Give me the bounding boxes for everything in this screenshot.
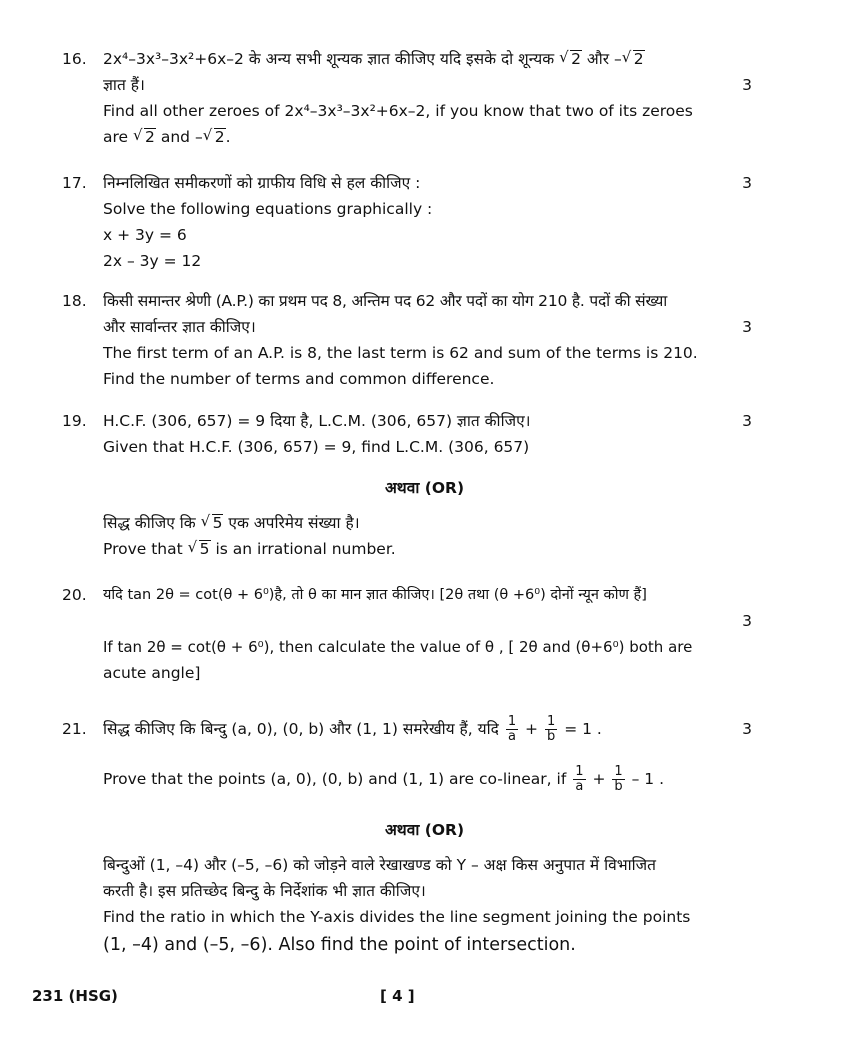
marks: 3 [742, 412, 752, 430]
question-english: Given that H.C.F. (306, 657) = 9, find L.C.M. (306, 657) [103, 438, 530, 456]
question-english-cont: are √ 2 and –√ 2. [103, 124, 762, 150]
question-16 [62, 46, 762, 150]
sqrt-symbol: √ 5 [188, 536, 211, 562]
equation-2: 2x – 3y = 12 [103, 252, 202, 270]
question-number: 21. [62, 720, 87, 738]
question-hindi: निम्नलिखित समीकरणों को ग्राफीय विधि से हल कीजिए : [103, 174, 421, 192]
alternative-hindi-cont: करती है। इस प्रतिच्छेद बिन्दु के निर्देशांक भी ज्ञात कीजिए। [103, 882, 426, 900]
sqrt-symbol: √ 2 [559, 46, 582, 72]
question-hindi: किसी समान्तर श्रेणी (A.P.) का प्रथम पद 8, अन्तिम पद 62 और पदों का योग 210 है. पदों की संख्या [103, 292, 668, 310]
question-english-cont: acute angle] [103, 664, 201, 682]
question-hindi: 2x⁴–3x³–3x²+6x–2 के अन्य सभी शून्यक ज्ञात कीजिए यदि इसके दो शून्यक √ 2 और –√ 2 [103, 46, 762, 72]
alternative-english: Find the ratio in which the Y-axis divides the line segment joining the points [103, 908, 691, 926]
fraction-1-over-b: $\frac{1}{b}$ [614, 764, 623, 794]
fraction-1-over-a: $\frac{1}{a}$ [575, 764, 584, 794]
question-hindi: यदि tan 2θ = cot(θ + 6⁰)है, तो θ का मान ज्ञात कीजिए। [2θ तथा (θ +6⁰) दोनों न्यून कोण हैं] [103, 587, 647, 603]
or-divider: अथवा (OR) [384, 821, 465, 839]
page-number: [ 4 ] [380, 987, 415, 1005]
question-number: 16. [62, 50, 87, 68]
question-english: Prove that the points (a, 0), (0, b) and (1, 1) are co-linear, if $\frac{1}{a}$ + $\frac{1}{b}$ – 1 . [103, 764, 665, 794]
marks: 3 [742, 174, 752, 192]
marks: 3 [742, 76, 752, 94]
question-20 [62, 582, 762, 686]
question-hindi-cont: और सार्वान्तर ज्ञात कीजिए। [103, 318, 256, 336]
alternative-19 [103, 510, 763, 562]
question-english-cont: Find the number of terms and common difference. [103, 370, 495, 388]
or-divider: अथवा (OR) [384, 479, 465, 497]
question-hindi: सिद्ध कीजिए कि बिन्दु (a, 0), (0, b) और (1, 1) समरेखीय हैं, यदि $\frac{1}{a}$ + $\frac{1}{b}$ = 1 . [103, 714, 602, 744]
question-21 [62, 712, 762, 796]
question-english: Solve the following equations graphically : [103, 200, 433, 218]
question-number: 18. [62, 292, 87, 310]
sqrt-symbol: √ 2 [203, 124, 226, 150]
sqrt-symbol: √ 2 [622, 46, 645, 72]
sqrt-symbol: √ 2 [133, 124, 156, 150]
fraction-1-over-a: $\frac{1}{a}$ [507, 714, 517, 744]
alternative-english: Prove that √ 5 is an irrational number. [103, 536, 763, 562]
question-19 [62, 408, 762, 460]
paper-code: 231 (HSG) [32, 987, 118, 1005]
question-english: The first term of an A.P. is 8, the last term is 62 and sum of the terms is 210. [103, 344, 698, 362]
marks: 3 [742, 612, 752, 630]
alternative-hindi: सिद्ध कीजिए कि √ 5 एक अपरिमेय संख्या है। [103, 510, 763, 536]
question-17 [62, 170, 762, 274]
question-hindi-cont: ज्ञात हैं। [103, 76, 145, 94]
marks: 3 [742, 318, 752, 336]
question-hindi: H.C.F. (306, 657) = 9 दिया है, L.C.M. (306, 657) ज्ञात कीजिए। [103, 412, 531, 430]
equation-1: x + 3y = 6 [103, 226, 187, 244]
question-english: Find all other zeroes of 2x⁴–3x³–3x²+6x–2, if you know that two of its zeroes [103, 102, 693, 120]
question-number: 17. [62, 174, 87, 192]
sqrt-symbol: √ 5 [201, 510, 224, 536]
fraction-1-over-b: $\frac{1}{b}$ [546, 714, 556, 744]
marks: 3 [742, 720, 752, 738]
alternative-21 [103, 852, 763, 960]
alternative-english-cont: (1, –4) and (–5, –6). Also find the point of intersection. [103, 935, 576, 955]
question-18 [62, 288, 762, 392]
question-number: 19. [62, 412, 87, 430]
alternative-hindi: बिन्दुओं (1, –4) और (–5, –6) को जोड़ने वाले रेखाखण्ड को Y – अक्ष किस अनुपात में विभाजित [103, 856, 657, 874]
question-number: 20. [62, 586, 87, 604]
question-english: If tan 2θ = cot(θ + 6⁰), then calculate the value of θ , [ 2θ and (θ+6⁰) both are [103, 638, 693, 656]
